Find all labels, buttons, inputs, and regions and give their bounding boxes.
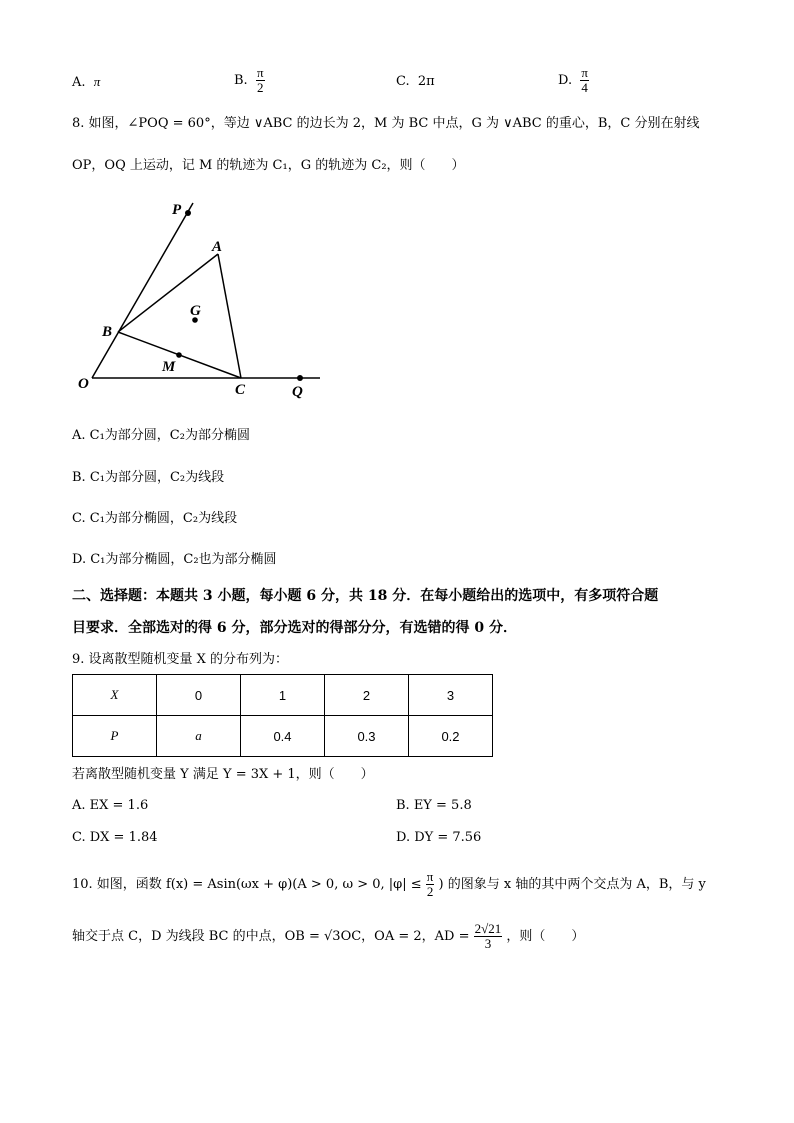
label-m: M xyxy=(162,359,176,375)
q9-intro: 9. 设离散型随机变量 X 的分布列为： xyxy=(72,652,289,667)
q8-stem-line2: OP，OQ 上运动，记 M 的轨迹为 C₁，G 的轨迹为 C₂，则（ ） xyxy=(72,158,465,173)
fraction xyxy=(426,870,435,899)
q8-option-c: C. C₁为部分椭圆，C₂为线段 xyxy=(72,511,238,526)
q9-option-d: D. DY = 7.56 xyxy=(396,830,482,845)
q9-option-a: A. EX = 1.6 xyxy=(72,798,149,813)
option-label: D. xyxy=(558,73,573,88)
label-p: P xyxy=(172,202,182,218)
fraction-numerator: π xyxy=(426,869,434,884)
q9-condition: 若离散型随机变量 Y 满足 Y = 3X + 1，则（ ） xyxy=(72,767,374,782)
table-cell: a xyxy=(157,716,241,757)
label-c: C xyxy=(235,382,246,398)
table-cell: 3 xyxy=(409,675,493,716)
q9-option-c: C. DX = 1.84 xyxy=(72,830,158,845)
q10-line2-text: 轴交于点 C，D 为线段 BC 的中点，OB = √3OC，OA = 2，AD = xyxy=(72,929,470,944)
q10-stem-line1 xyxy=(72,862,706,908)
side-ac xyxy=(218,254,241,378)
table-row xyxy=(73,675,493,716)
fraction-numerator: 2√21 xyxy=(474,921,502,936)
option-label: A. xyxy=(72,75,86,90)
ray-op xyxy=(92,203,193,378)
q8-figure xyxy=(0,0,794,420)
q8-option-d: D. C₁为部分椭圆，C₂也为部分椭圆 xyxy=(72,552,277,567)
table-cell: 0.4 xyxy=(241,716,325,757)
side-ab xyxy=(118,254,218,332)
q8-option-a: A. C₁为部分圆，C₂为部分椭圆 xyxy=(72,428,250,443)
q8-stem-line1: 8. 如图，∠POQ = 60°，等边 ∨ABC 的边长为 2，M 为 BC 中点，G 为 ∨ABC 的重心，B，C 分别在射线 xyxy=(72,116,700,131)
fraction-denominator: 3 xyxy=(484,936,492,951)
option-value: π xyxy=(93,74,101,89)
fraction-denominator: 4 xyxy=(581,80,588,95)
q10-line1-text: 10. 如图，函数 f(x) = Asin(ωx + φ)(A > 0, ω > 0, |φ| ≤ xyxy=(72,877,422,892)
table-cell: 1 xyxy=(241,675,325,716)
section2-heading-line1: 二、选择题：本题共 3 小题，每小题 6 分，共 18 分．在每小题给出的选项中，有多项符合题 xyxy=(72,588,659,604)
fraction-denominator: 2 xyxy=(256,80,264,95)
q8-option-b: B. C₁为部分圆，C₂为线段 xyxy=(72,470,225,485)
point-p xyxy=(185,210,191,216)
fraction-numerator: π xyxy=(256,65,264,80)
table-cell: 0.2 xyxy=(409,716,493,757)
table-cell: X xyxy=(73,675,157,716)
distribution-table xyxy=(72,674,493,757)
q10-line2-text-end: ，则（ ） xyxy=(506,929,585,944)
point-q xyxy=(297,375,303,381)
fraction xyxy=(474,922,503,951)
fraction-numerator: π xyxy=(581,65,588,80)
option-label: C. xyxy=(396,74,410,89)
point-m xyxy=(176,352,182,358)
label-q: Q xyxy=(292,384,303,400)
q10-stem-line2 xyxy=(72,914,584,960)
label-a: A xyxy=(212,239,223,255)
label-b: B xyxy=(102,324,113,340)
table-cell: 2 xyxy=(325,675,409,716)
table-row xyxy=(73,716,493,757)
option-value: 2π xyxy=(417,74,435,89)
table-cell: 0.3 xyxy=(325,716,409,757)
table-cell: 0 xyxy=(157,675,241,716)
label-g: G xyxy=(190,303,201,319)
fraction-denominator: 2 xyxy=(426,884,434,899)
q10-line1-text-end: ) 的图象与 x 轴的其中两个交点为 A，B，与 y xyxy=(438,877,706,892)
q9-option-b: B. EY = 5.8 xyxy=(396,798,472,813)
option-label: B. xyxy=(234,73,248,88)
table-cell: P xyxy=(73,716,157,757)
section2-heading-line2: 目要求．全部选对的得 6 分，部分选对的得部分分，有选错的得 0 分． xyxy=(72,620,517,636)
label-o: O xyxy=(78,376,89,392)
